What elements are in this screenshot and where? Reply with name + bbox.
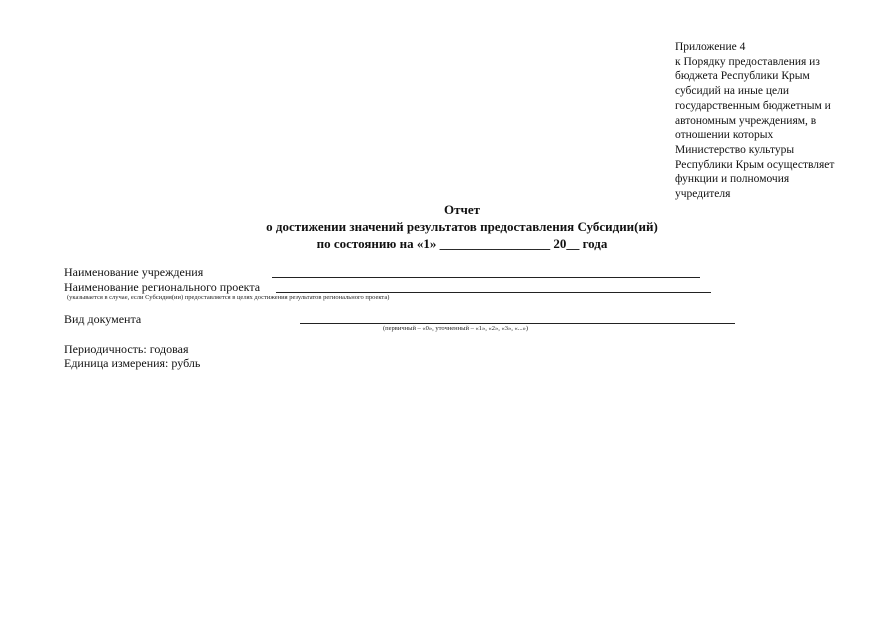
report-title: Отчет xyxy=(444,202,480,217)
periodicity: Периодичность: годовая xyxy=(64,342,189,356)
appendix-line: Министерство культуры xyxy=(675,143,795,156)
project-input-line[interactable] xyxy=(276,292,711,293)
doc-type-input-line[interactable] xyxy=(300,323,735,324)
appendix-line: автономным учреждениям, в xyxy=(675,114,817,127)
report-date-line: по состоянию на «1» _________________ 20__ года xyxy=(316,236,608,251)
project-note: (указывается в случае, если Субсидия(ии) предоставляется в целях достижения результатов регионального проекта) xyxy=(67,294,390,301)
appendix-line: субсидий на иные цели xyxy=(675,85,789,98)
appendix-line: государственным бюджетным и xyxy=(675,99,831,112)
appendix-header xyxy=(675,40,875,202)
appendix-line: Республики Крым осуществляет xyxy=(675,158,835,171)
project-label: Наименование регионального проекта xyxy=(64,280,261,294)
institution-label: Наименование учреждения xyxy=(64,265,204,279)
appendix-line: отношении которых xyxy=(675,129,774,142)
doc-type-note: (первичный – «0», уточненный – «1», «2», «3», «...») xyxy=(383,325,528,332)
appendix-line: Приложение 4 xyxy=(675,41,746,53)
appendix-line: учредителя xyxy=(675,188,731,201)
institution-input-line[interactable] xyxy=(272,277,700,278)
appendix-line: функции и полномочия xyxy=(675,173,790,186)
unit-of-measure: Единица измерения: рубль xyxy=(64,356,201,370)
report-subtitle: о достижении значений результатов предоставления Субсидии(ий) xyxy=(266,219,658,234)
doc-type-label: Вид документа xyxy=(64,312,142,326)
appendix-line: к Порядку предоставления из xyxy=(675,55,820,68)
appendix-line: бюджета Республики Крым xyxy=(675,70,810,83)
